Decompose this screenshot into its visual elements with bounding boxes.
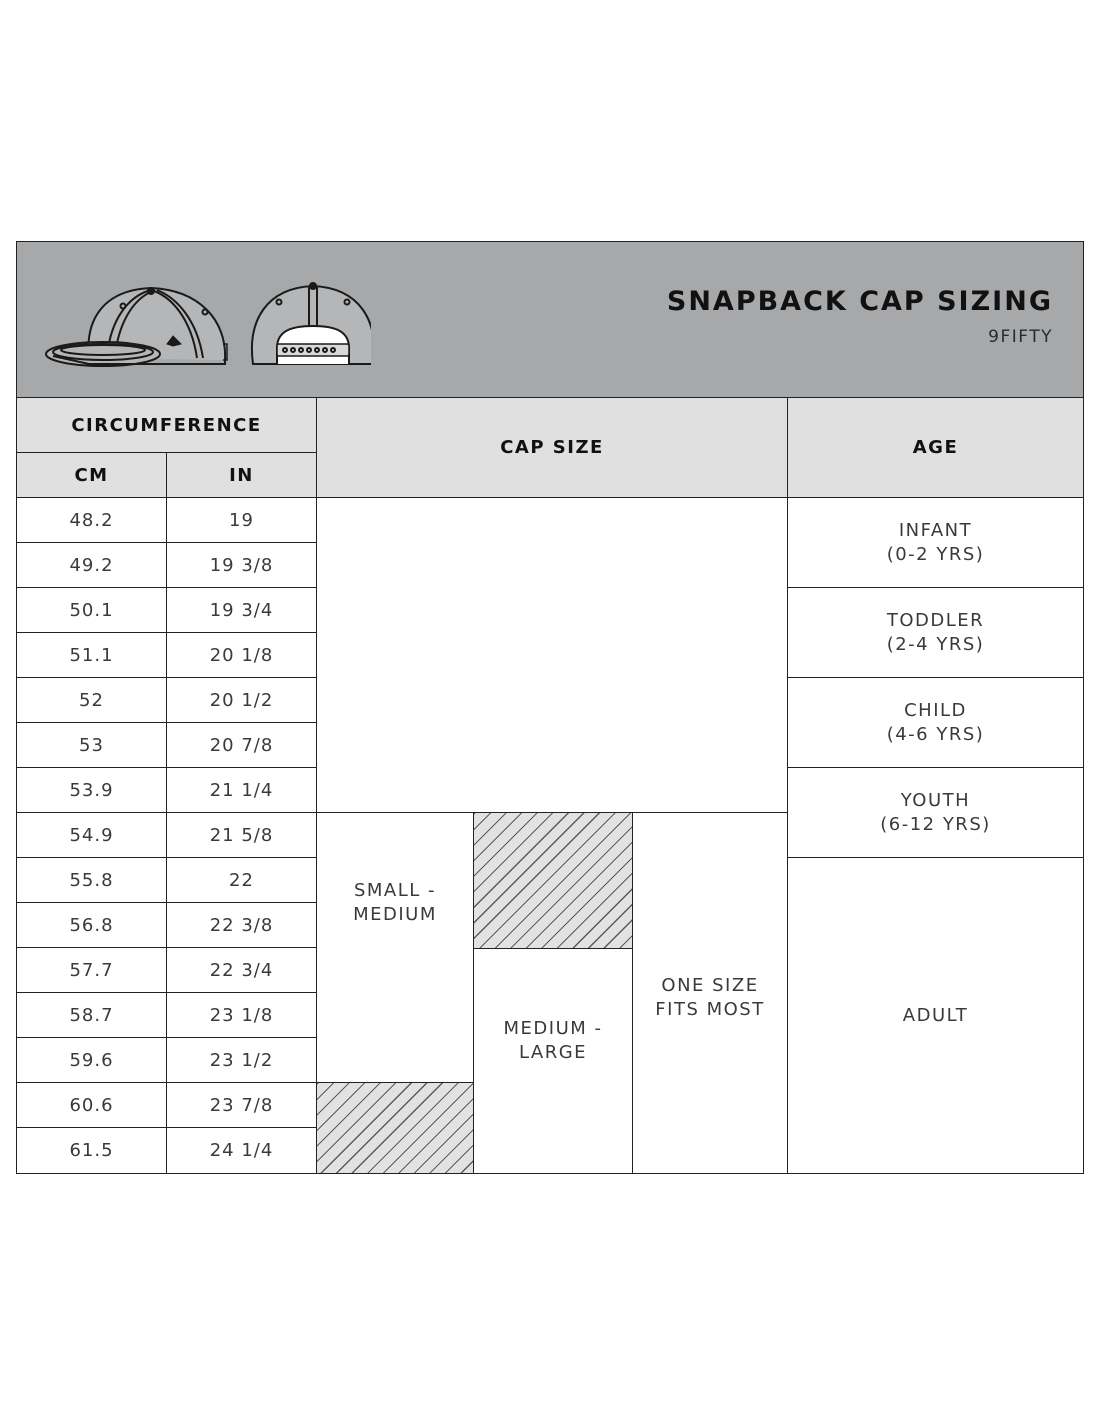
in-cell: 23 1/8 [209, 1004, 274, 1026]
cm-cell: 58.7 [69, 1004, 114, 1026]
in-cell: 22 [229, 869, 254, 891]
cm-cell: 55.8 [69, 869, 114, 891]
grid-line [17, 497, 1083, 498]
in-cell: 19 3/4 [209, 599, 274, 621]
cap-size-label: LARGE [518, 1042, 588, 1063]
cm-cell: 53 [79, 734, 104, 756]
age-range: (6-12 YRS) [880, 813, 991, 835]
age-toddler [788, 588, 1083, 677]
header-cap-size: CAP SIZE [317, 398, 787, 497]
header-age: AGE [788, 398, 1083, 497]
grid-line [17, 722, 317, 723]
grid-line [788, 587, 1083, 588]
age-name: CHILD [904, 699, 967, 721]
grid-line [17, 1082, 474, 1083]
age-name: TODDLER [886, 609, 985, 631]
in-cell: 19 [229, 509, 254, 531]
grid-line [474, 948, 633, 949]
chart-title: SNAPBACK CAP SIZING [666, 286, 1053, 317]
age-range: (2-4 YRS) [886, 633, 985, 655]
grid-line [17, 677, 317, 678]
chart-subtitle: 9FIFTY [988, 327, 1053, 347]
cap-back-icon [252, 283, 371, 364]
cap-size-one-size [633, 813, 787, 1173]
grid-line [17, 587, 317, 588]
cm-cell: 48.2 [69, 509, 114, 531]
grid-line [17, 767, 317, 768]
cap-size-label: SMALL - [353, 880, 437, 901]
in-cell: 21 5/8 [209, 824, 274, 846]
cm-cell: 56.8 [69, 914, 114, 936]
grid-line [788, 767, 1083, 768]
grid-line [787, 397, 788, 1173]
in-cell: 23 7/8 [209, 1094, 274, 1116]
cm-cell: 61.5 [69, 1140, 114, 1161]
cap-size-medium-large [474, 949, 632, 1173]
grid-line [17, 992, 317, 993]
age-name: INFANT [898, 519, 973, 541]
cm-cell: 53.9 [69, 779, 114, 801]
cm-cell: 52 [79, 689, 104, 711]
cm-cell: 54.9 [69, 824, 114, 846]
cap-side-icon [46, 288, 227, 366]
cap-illustrations [41, 260, 371, 372]
grid-line [17, 632, 317, 633]
grid-line [17, 812, 788, 813]
size-chart [16, 241, 1084, 1174]
cap-size-small-medium [317, 813, 473, 1083]
cm-cell: 60.6 [69, 1094, 114, 1116]
hatch-block [474, 813, 632, 948]
age-range: (0-2 YRS) [886, 543, 985, 565]
grid-line [632, 812, 633, 1173]
chart-banner [17, 242, 1083, 398]
grid-line [17, 542, 317, 543]
grid-line [788, 857, 1083, 858]
age-youth [788, 768, 1083, 857]
age-adult: ADULT [902, 1004, 969, 1026]
header-in: IN [167, 453, 316, 497]
cm-cell: 57.7 [69, 959, 114, 981]
hatch-block [317, 1083, 473, 1173]
age-child [788, 678, 1083, 767]
in-cell: 22 3/8 [209, 914, 274, 936]
grid-line [17, 452, 317, 453]
grid-line [316, 397, 317, 1173]
cap-size-label: MEDIUM - [503, 1018, 603, 1039]
cap-size-label: ONE SIZE [661, 975, 759, 996]
in-cell: 20 7/8 [209, 734, 274, 756]
grid-line [17, 902, 317, 903]
grid-line [17, 1037, 317, 1038]
cap-size-label: FITS MOST [655, 999, 765, 1020]
header-circumference: CIRCUMFERENCE [17, 398, 316, 452]
grid-line [788, 677, 1083, 678]
age-name: YOUTH [900, 789, 971, 811]
age-range: (4-6 YRS) [886, 723, 985, 745]
in-cell: 23 1/2 [209, 1049, 274, 1071]
cm-cell: 50.1 [69, 599, 114, 621]
in-cell: 20 1/8 [209, 644, 274, 666]
header-cm: CM [17, 453, 166, 497]
grid-line [473, 812, 474, 1173]
cap-size-label: MEDIUM [353, 904, 437, 925]
cm-cell: 49.2 [69, 554, 114, 576]
grid-line [17, 947, 317, 948]
grid-line [17, 857, 317, 858]
cm-cell: 59.6 [69, 1049, 114, 1071]
cm-cell: 51.1 [69, 644, 114, 666]
in-cell: 20 1/2 [209, 689, 274, 711]
age-infant [788, 498, 1083, 587]
grid-line [17, 1127, 317, 1128]
in-cell: 22 3/4 [209, 959, 274, 981]
in-cell: 21 1/4 [209, 779, 274, 801]
in-cell: 24 1/4 [209, 1140, 274, 1161]
in-cell: 19 3/8 [209, 554, 274, 576]
